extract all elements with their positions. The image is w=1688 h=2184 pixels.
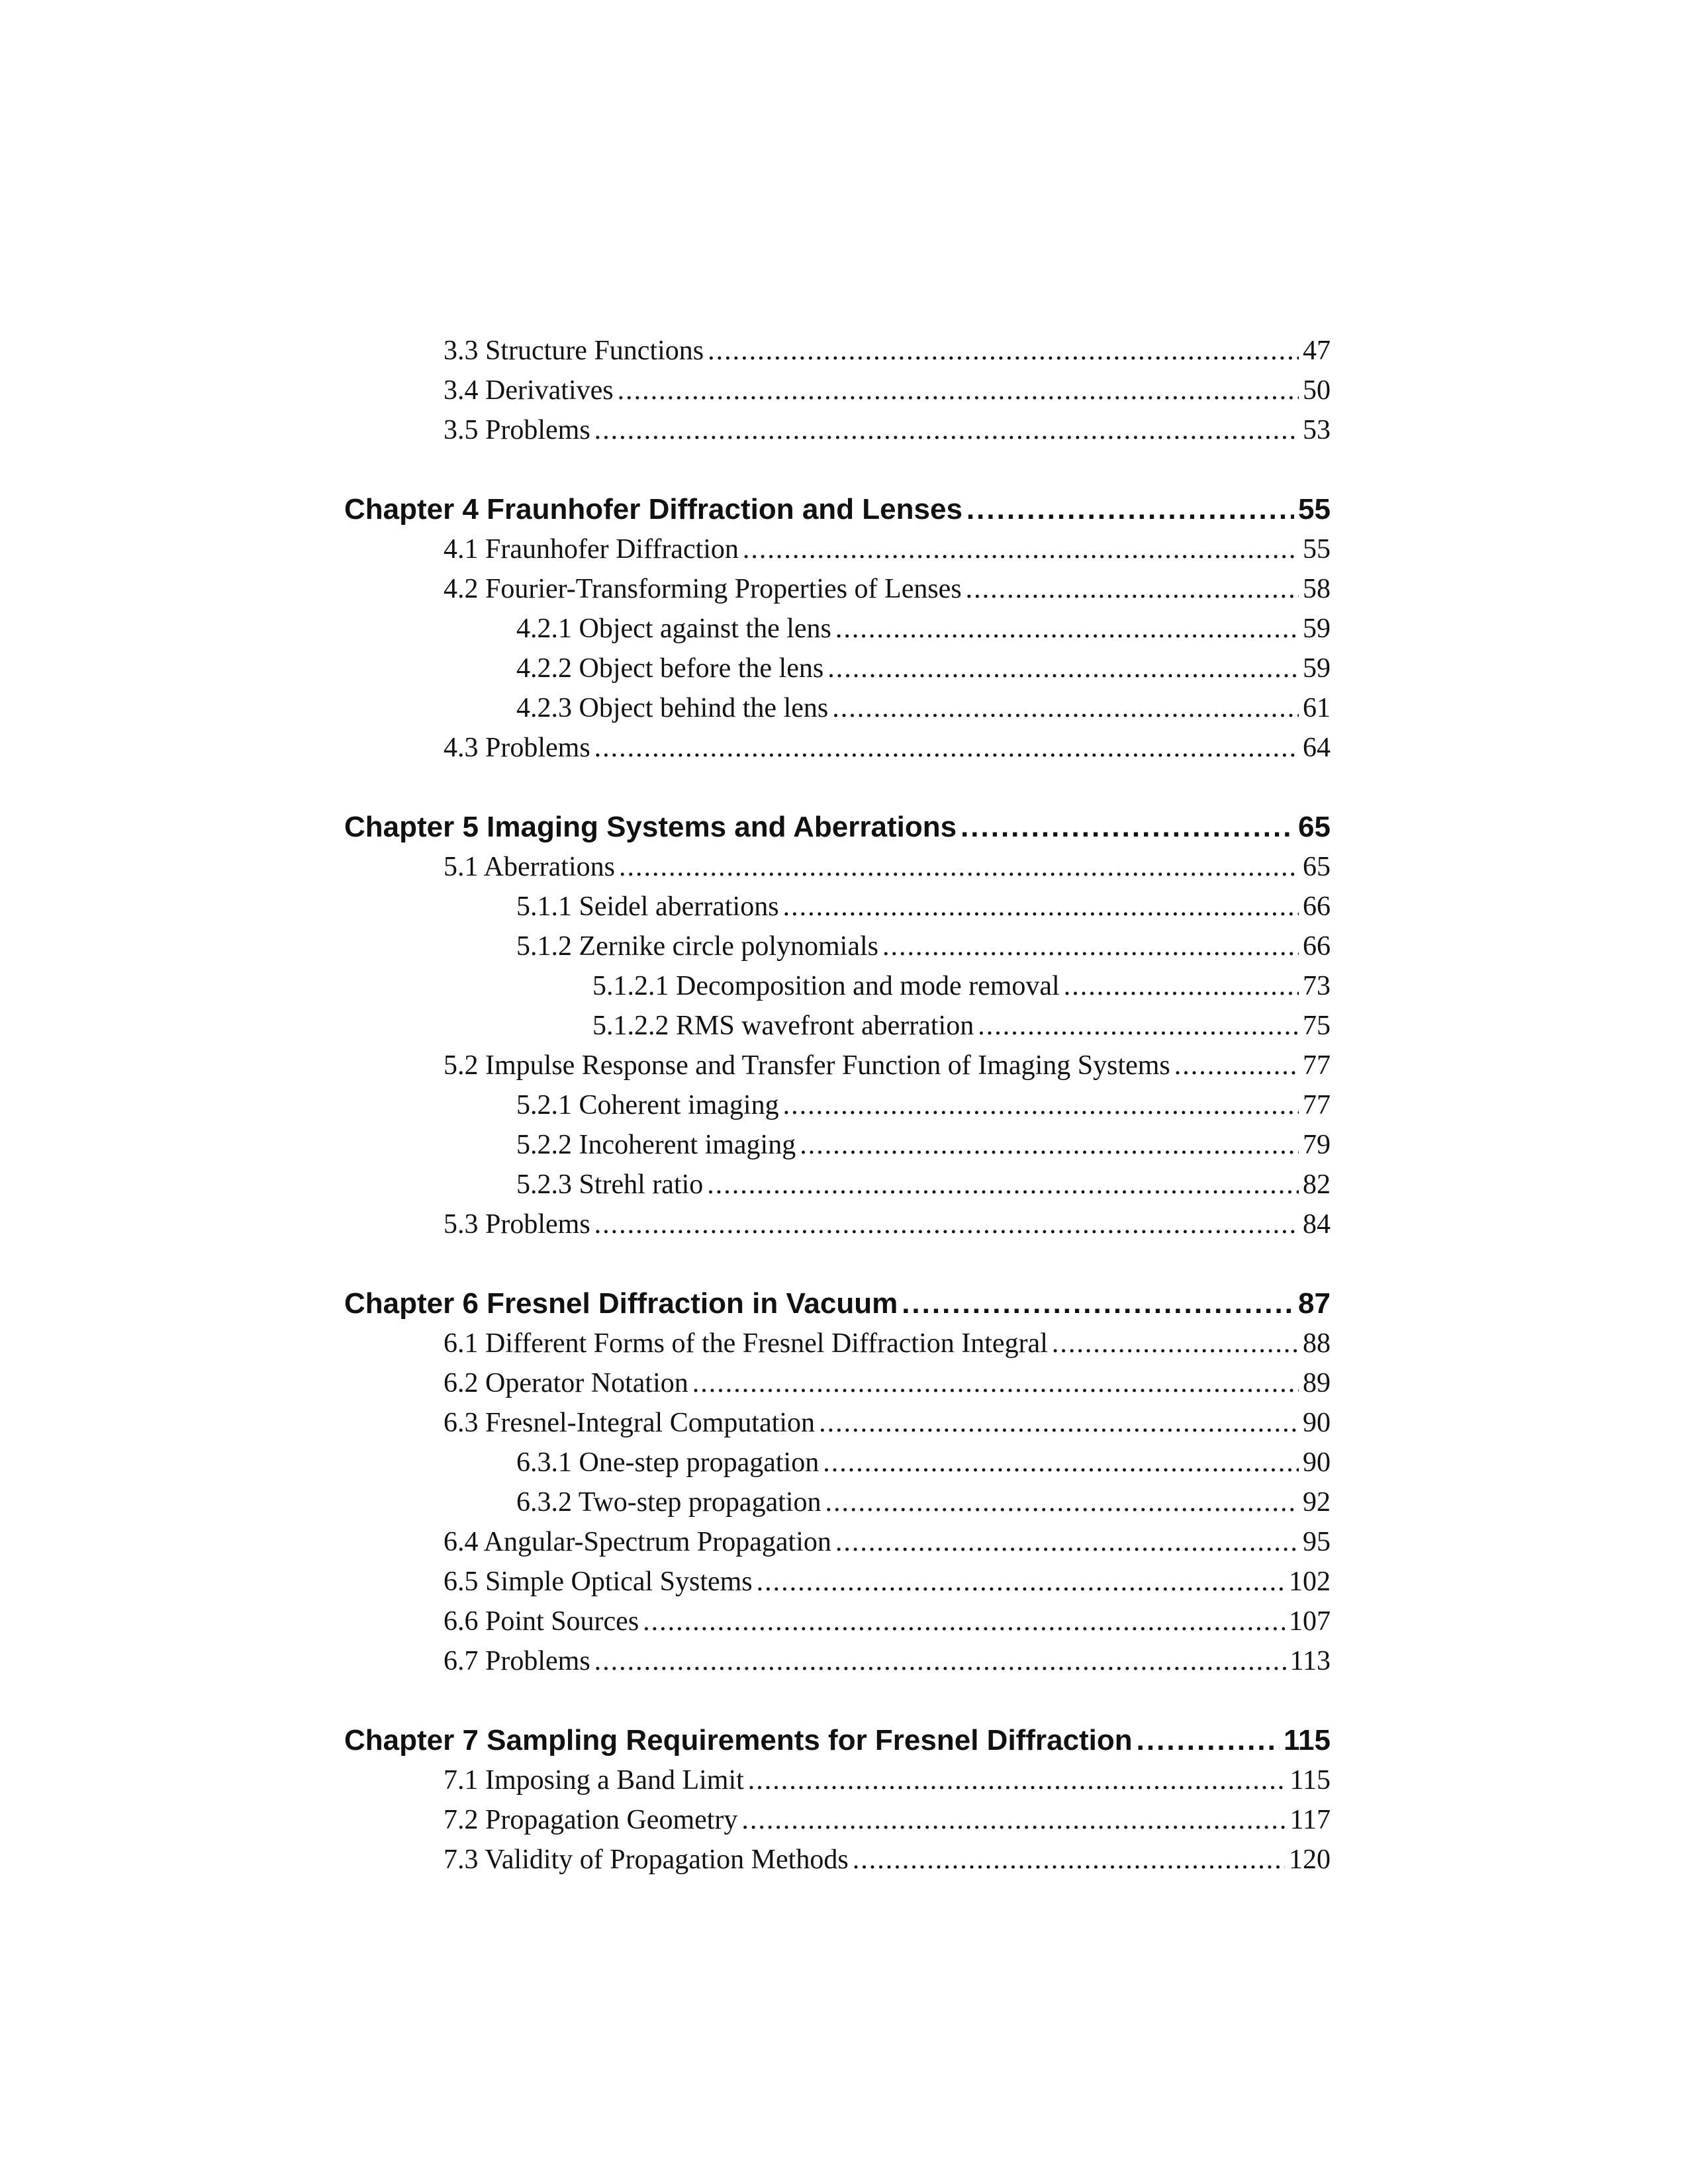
toc-section-entry[interactable] [344, 371, 1331, 410]
toc-section-entry[interactable] [344, 1840, 1331, 1880]
toc-entry-page-number: 87 [1298, 1287, 1331, 1320]
toc-section-entry[interactable] [344, 1403, 1331, 1443]
toc-entry-page-number: 117 [1289, 1805, 1331, 1835]
toc-entry-title: 5.2 Impulse Response and Transfer Function of Imaging Systems [444, 1050, 1170, 1081]
toc-entry-page-number: 77 [1303, 1090, 1331, 1120]
toc-entry-page-number: 113 [1289, 1646, 1331, 1676]
dot-leader [832, 688, 1299, 728]
dot-leader [1064, 966, 1299, 1006]
toc-section-entry[interactable] [344, 1363, 1331, 1403]
toc-entry-page-number: 66 [1303, 931, 1331, 962]
toc-entry-title: 4.3 Problems [444, 733, 590, 763]
dot-leader [1174, 1046, 1299, 1085]
toc-section-entry[interactable] [344, 927, 1331, 966]
toc-section-entry[interactable] [344, 410, 1331, 450]
dot-leader [757, 1562, 1285, 1602]
toc-entry-title: 6.1 Different Forms of the Fresnel Diffraction Integral [444, 1328, 1048, 1359]
toc-entry-title: 3.3 Structure Functions [444, 336, 704, 366]
dot-leader [783, 887, 1299, 927]
toc-chapter-entry[interactable] [344, 807, 1331, 847]
toc-section-entry[interactable] [344, 1602, 1331, 1641]
toc-entry-title: 5.2.3 Strehl ratio [516, 1169, 704, 1200]
toc-entry-page-number: 55 [1298, 493, 1331, 525]
toc-entry-page-number: 58 [1303, 574, 1331, 604]
dot-leader [966, 490, 1294, 529]
toc-section-entry[interactable] [344, 331, 1331, 371]
toc-entry-page-number: 73 [1303, 971, 1331, 1001]
toc-entry-title: 5.1.2 Zernike circle polynomials [516, 931, 879, 962]
toc-entry-title: 5.1 Aberrations [444, 852, 615, 882]
table-of-contents [344, 331, 1331, 1880]
toc-entry-title: Chapter 4 Fraunhofer Diffraction and Lenses [344, 493, 962, 525]
toc-section-entry[interactable] [344, 1324, 1331, 1363]
dot-leader [827, 649, 1299, 688]
dot-leader [823, 1443, 1299, 1482]
toc-entry-title: 5.1.1 Seidel aberrations [516, 891, 779, 922]
dot-leader [748, 1760, 1286, 1800]
toc-entry-page-number: 75 [1303, 1011, 1331, 1041]
toc-entry-title: 4.2.2 Object before the lens [516, 653, 824, 684]
toc-entry-title: 4.2 Fourier-Transforming Properties of Lenses [444, 574, 962, 604]
toc-entry-title: 6.5 Simple Optical Systems [444, 1567, 753, 1597]
toc-entry-title: Chapter 6 Fresnel Diffraction in Vacuum [344, 1287, 898, 1320]
toc-section-entry[interactable] [344, 1760, 1331, 1800]
toc-entry-title: 3.5 Problems [444, 415, 590, 445]
dot-leader [741, 1800, 1286, 1840]
toc-chapter-entry[interactable] [344, 1721, 1331, 1760]
toc-section-entry[interactable] [344, 688, 1331, 728]
toc-chapter-entry[interactable] [344, 1284, 1331, 1324]
toc-entry-title: 5.3 Problems [444, 1209, 590, 1240]
toc-entry-page-number: 120 [1289, 1844, 1331, 1875]
toc-entry-title: 5.1.2.1 Decomposition and mode removal [592, 971, 1060, 1001]
dot-leader [1137, 1721, 1280, 1760]
toc-entry-page-number: 65 [1298, 811, 1331, 843]
toc-section-entry[interactable] [344, 1800, 1331, 1840]
toc-entry-page-number: 79 [1303, 1130, 1331, 1160]
toc-entry-page-number: 115 [1284, 1724, 1331, 1756]
toc-section-entry[interactable] [344, 1522, 1331, 1562]
toc-chapter-entry[interactable] [344, 490, 1331, 529]
toc-section-entry[interactable] [344, 1562, 1331, 1602]
dot-leader [835, 609, 1299, 649]
dot-leader [853, 1840, 1285, 1880]
toc-entry-title: 6.7 Problems [444, 1646, 590, 1676]
toc-entry-page-number: 66 [1303, 891, 1331, 922]
dot-leader [819, 1403, 1299, 1443]
toc-entry-page-number: 59 [1303, 614, 1331, 644]
toc-entry-page-number: 90 [1303, 1447, 1331, 1478]
toc-entry-page-number: 84 [1303, 1209, 1331, 1240]
dot-leader [825, 1482, 1299, 1522]
dot-leader [619, 847, 1299, 887]
dot-leader [594, 1641, 1286, 1681]
toc-entry-page-number: 89 [1303, 1368, 1331, 1398]
toc-entry-page-number: 47 [1303, 336, 1331, 366]
toc-section-entry[interactable] [344, 569, 1331, 609]
toc-section-entry[interactable] [344, 966, 1331, 1006]
toc-section-entry[interactable] [344, 1443, 1331, 1482]
toc-entry-page-number: 115 [1289, 1765, 1331, 1796]
toc-entry-page-number: 55 [1303, 534, 1331, 565]
toc-entry-title: 4.2.1 Object against the lens [516, 614, 831, 644]
toc-entry-title: 7.1 Imposing a Band Limit [444, 1765, 744, 1796]
toc-section-entry[interactable] [344, 1006, 1331, 1046]
dot-leader [618, 371, 1299, 410]
toc-entry-page-number: 59 [1303, 653, 1331, 684]
toc-entry-title: Chapter 7 Sampling Requirements for Fresnel Diffraction [344, 1724, 1133, 1756]
dot-leader [594, 728, 1299, 768]
toc-entry-title: 4.1 Fraunhofer Diffraction [444, 534, 739, 565]
toc-entry-title: 5.1.2.2 RMS wavefront aberration [592, 1011, 974, 1041]
toc-section-entry[interactable] [344, 1046, 1331, 1085]
toc-section-entry[interactable] [344, 728, 1331, 768]
toc-entry-page-number: 90 [1303, 1408, 1331, 1438]
toc-entry-page-number: 107 [1289, 1606, 1331, 1637]
toc-section-entry[interactable] [344, 1085, 1331, 1125]
dot-leader [978, 1006, 1299, 1046]
toc-section-entry[interactable] [344, 1482, 1331, 1522]
toc-section-entry[interactable] [344, 1125, 1331, 1165]
toc-section-entry[interactable] [344, 529, 1331, 569]
toc-section-entry[interactable] [344, 847, 1331, 887]
toc-section-entry[interactable] [344, 887, 1331, 927]
toc-entry-title: 6.2 Operator Notation [444, 1368, 688, 1398]
dot-leader [966, 569, 1299, 609]
toc-section-entry[interactable] [344, 1641, 1331, 1681]
toc-entry-title: 6.3.2 Two-step propagation [516, 1487, 821, 1518]
toc-entry-title: 6.6 Point Sources [444, 1606, 639, 1637]
toc-entry-page-number: 50 [1303, 375, 1331, 406]
toc-entry-page-number: 61 [1303, 693, 1331, 723]
toc-entry-page-number: 82 [1303, 1169, 1331, 1200]
toc-section-entry[interactable] [344, 609, 1331, 649]
dot-leader [961, 807, 1294, 847]
toc-entry-title: 5.2.2 Incoherent imaging [516, 1130, 796, 1160]
toc-entry-title: 4.2.3 Object behind the lens [516, 693, 829, 723]
dot-leader [643, 1602, 1285, 1641]
toc-entry-page-number: 53 [1303, 415, 1331, 445]
toc-entry-page-number: 88 [1303, 1328, 1331, 1359]
toc-entry-title: 6.4 Angular-Spectrum Propagation [444, 1527, 831, 1557]
dot-leader [882, 927, 1299, 966]
toc-entry-page-number: 77 [1303, 1050, 1331, 1081]
toc-section-entry[interactable] [344, 1165, 1331, 1205]
toc-section-entry[interactable] [344, 649, 1331, 688]
dot-leader [743, 529, 1299, 569]
toc-entry-page-number: 95 [1303, 1527, 1331, 1557]
toc-section-entry[interactable] [344, 1205, 1331, 1244]
dot-leader [594, 1205, 1299, 1244]
dot-leader [800, 1125, 1299, 1165]
dot-leader [1052, 1324, 1299, 1363]
toc-entry-title: 7.2 Propagation Geometry [444, 1805, 738, 1835]
toc-entry-title: 5.2.1 Coherent imaging [516, 1090, 779, 1120]
dot-leader [902, 1284, 1294, 1324]
dot-leader [783, 1085, 1299, 1125]
dot-leader [707, 1165, 1299, 1205]
toc-entry-title: 7.3 Validity of Propagation Methods [444, 1844, 849, 1875]
toc-entry-page-number: 65 [1303, 852, 1331, 882]
toc-entry-title: 6.3 Fresnel-Integral Computation [444, 1408, 816, 1438]
dot-leader [692, 1363, 1299, 1403]
toc-entry-page-number: 102 [1289, 1567, 1331, 1597]
dot-leader [835, 1522, 1299, 1562]
toc-entry-page-number: 64 [1303, 733, 1331, 763]
toc-entry-title: 3.4 Derivatives [444, 375, 614, 406]
toc-entry-title: 6.3.1 One-step propagation [516, 1447, 820, 1478]
toc-entry-title: Chapter 5 Imaging Systems and Aberrations [344, 811, 957, 843]
dot-leader [708, 331, 1299, 371]
dot-leader [594, 410, 1299, 450]
toc-entry-page-number: 92 [1303, 1487, 1331, 1518]
